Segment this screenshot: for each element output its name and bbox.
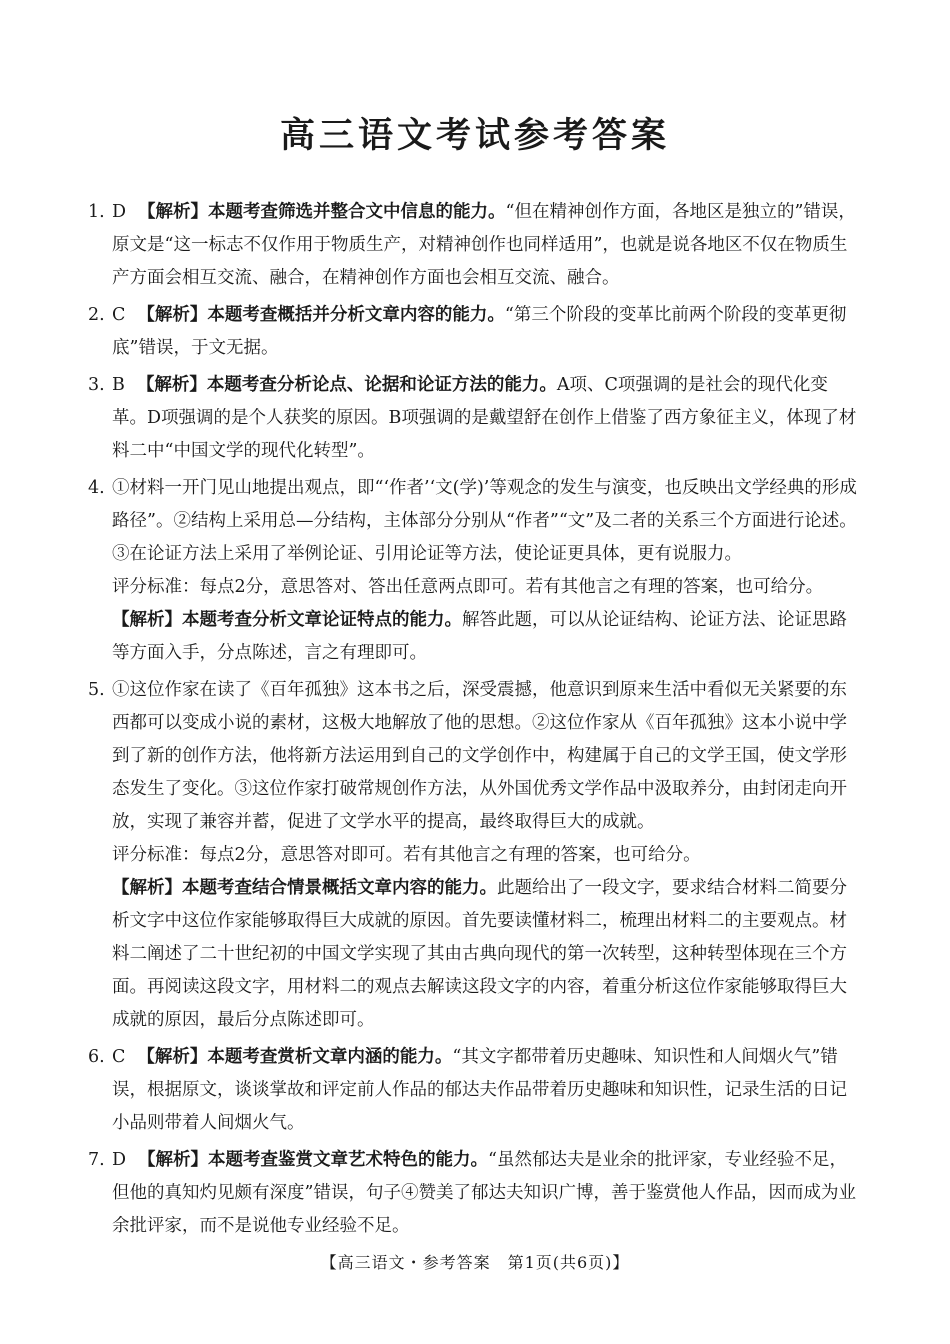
- analysis-text: “其文字都带着历史趣味、知识性和人间烟火气”错误，根据原文，谈谈掌故和评定前人作品的郁达夫作品带着历史趣味和知识性，记录生活的日记小品则带着人间烟火气。: [112, 1047, 847, 1133]
- question-6: [88, 1041, 862, 1140]
- answer-letter: D: [112, 1150, 127, 1170]
- analysis-text: A项、C项强调的是社会的现代化变革。D项强调的是个人获奖的原因。B项强调的是戴望舒在创作上借鉴了西方象征主义，体现了材料二中“中国文学的现代化转型”。: [112, 375, 857, 461]
- analysis-tag: 【解析】: [136, 375, 207, 395]
- analysis-paragraph: [112, 872, 862, 1037]
- answer-body: ①这位作家在读了《百年孤独》这本书之后，深受震撼，他意识到原来生活中看似无关紧要的东西都可以变成小说的素材，这极大地解放了他的思想。②这位作家从《百年孤独》这本小说中学到了新的创作方法，他将新方法运用到自己的文学创作中，构建属于自己的文学王国，使文学形态发生了变化。③这位作家打破常规创作方法，从外国优秀文学作品中汲取养分，由封闭走向开放，实现了兼容并蓄，促进了文学水平的提高，最终取得巨大的成就。: [112, 680, 847, 832]
- analysis-lead: 本题考查概括并分析文章内容的能力。: [207, 305, 505, 325]
- scoring-standard: 评分标准：每点2分，意思答对即可。若有其他言之有理的答案，也可给分。: [112, 845, 701, 865]
- question-number: 2.: [88, 305, 105, 325]
- answer-letter: B: [112, 375, 125, 395]
- question-1: [88, 196, 862, 295]
- answer-list: [88, 196, 862, 1243]
- question-3: [88, 369, 862, 468]
- analysis-text: 此题给出了一段文字，要求结合材料二简要分析文字中这位作家能够取得巨大成就的原因。首先要读懂材料二，梳理出材料二的主要观点。材料二阐述了二十世纪初的中国文学实现了其由古典向现代的第一次转型，这种转型体现在三个方面。再阅读这段文字，用材料二的观点去解读这段文字的内容，着重分析这位作家能够取得巨大成就的原因，最后分点陈述即可。: [112, 878, 847, 1030]
- page-footer: 【高三语文・参考答案 第1页(共6页)】: [320, 1253, 630, 1272]
- analysis-text: 解答此题，可以从论证结构、论证方法、论证思路等方面入手，分点陈述，言之有理即可。: [112, 610, 847, 663]
- answer-letter: C: [112, 1047, 126, 1067]
- question-number: 3.: [88, 375, 105, 395]
- question-number: 7.: [88, 1150, 105, 1170]
- question-4: [88, 472, 862, 670]
- question-number: 5.: [88, 680, 105, 700]
- question-2: [88, 299, 862, 365]
- question-5: [88, 674, 862, 1037]
- analysis-lead: 本题考查赏析文章内涵的能力。: [207, 1047, 453, 1067]
- analysis-lead: 本题考查分析文章论证特点的能力。: [182, 610, 462, 630]
- analysis-text: “但在精神创作方面，各地区是独立的”错误，原文是“这一标志不仅作用于物质生产，对精神创作也同样适用”，也就是说各地区不仅在物质生产方面会相互交流、融合，在精神创作方面也会相互交流、融合。: [112, 202, 856, 288]
- analysis-lead: 本题考查结合情景概括文章内容的能力。: [182, 878, 497, 898]
- question-7: [88, 1144, 862, 1243]
- analysis-tag: 【解析】: [112, 878, 182, 898]
- analysis-lead: 本题考查分析论点、论据和论证方法的能力。: [206, 375, 557, 395]
- analysis-lead: 本题考查鉴赏文章艺术特色的能力。: [208, 1150, 489, 1170]
- question-number: 1.: [88, 202, 105, 222]
- analysis-tag: 【解析】: [112, 610, 182, 630]
- analysis-tag: 【解析】: [138, 1150, 209, 1170]
- analysis-paragraph: [112, 604, 862, 670]
- answer-letter: C: [112, 305, 126, 325]
- analysis-tag: 【解析】: [138, 202, 209, 222]
- page-title: 高三语文考试参考答案: [279, 115, 670, 156]
- analysis-text: “第三个阶段的变革比前两个阶段的变革更彻底”错误，于文无据。: [112, 305, 847, 358]
- analysis-lead: 本题考查筛选并整合文中信息的能力。: [208, 202, 506, 222]
- question-number: 4.: [88, 478, 105, 498]
- answer-body: ①材料一开门见山地提出观点，即“‘作者’‘文(学)’等观念的发生与演变，也反映出文学经典的形成路径”。②结构上采用总—分结构，主体部分分别从“作者”“文”及二者的关系三个方面进行论述。③在论证方法上采用了举例论证、引用论证等方法，使论证更具体，更有说服力。: [112, 478, 857, 564]
- analysis-text: “虽然郁达夫是业余的批评家，专业经验不足，但他的真知灼见颇有深度”错误，句子④赞美了郁达夫知识广博，善于鉴赏他人作品，因而成为业余批评家，而不是说他专业经验不足。: [112, 1150, 856, 1236]
- scoring-standard: 评分标准：每点2分，意思答对、答出任意两点即可。若有其他言之有理的答案，也可给分。: [112, 577, 824, 597]
- analysis-tag: 【解析】: [137, 305, 208, 325]
- analysis-tag: 【解析】: [137, 1047, 208, 1067]
- question-number: 6.: [88, 1047, 105, 1067]
- answer-letter: D: [112, 202, 127, 222]
